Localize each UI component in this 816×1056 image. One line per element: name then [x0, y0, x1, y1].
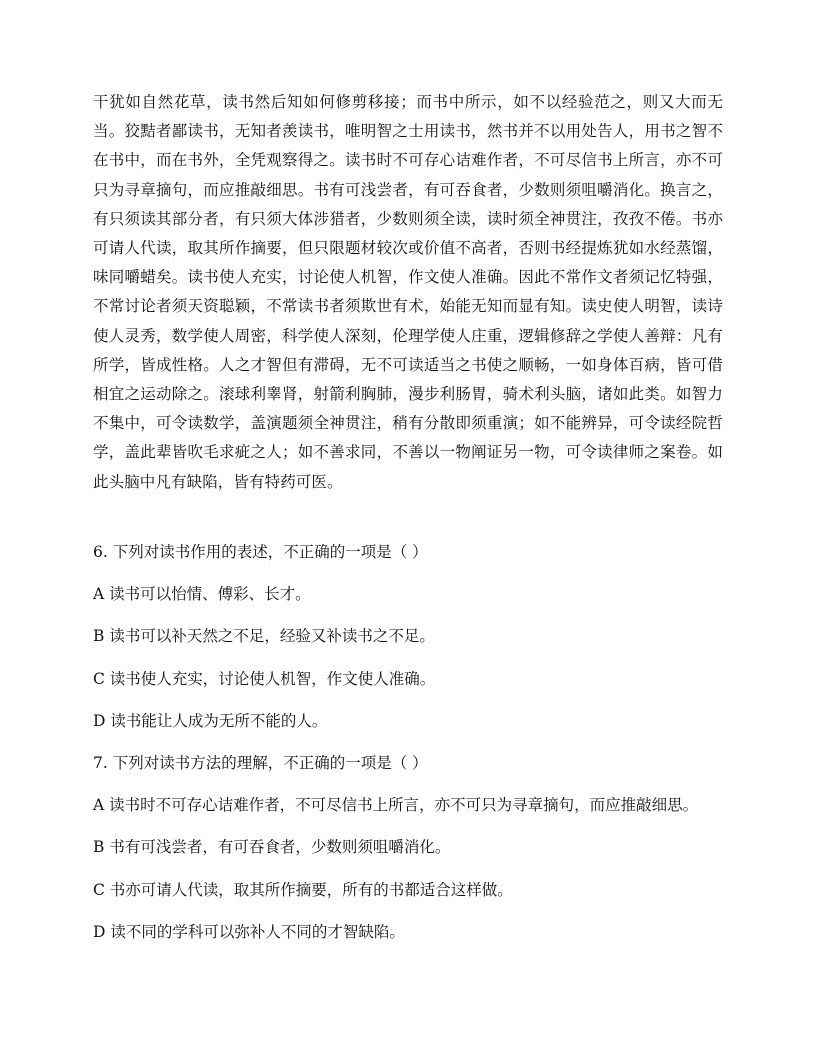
question-6-option-b: B 读书可以补天然之不足，经验又补读书之不足。 — [93, 627, 435, 646]
question-7-option-d: D 读不同的学科可以弥补人不同的才智缺陷。 — [93, 922, 405, 941]
question-6-option-d: D 读书能让人成为无所不能的人。 — [93, 711, 328, 730]
question-6-option-a: A 读书可以怡情、傅彩、长才。 — [93, 585, 311, 604]
question-6-option-c: C 读书使人充实，讨论使人机智，作文使人准确。 — [93, 669, 436, 688]
question-6-stem: 6. 下列对读书作用的表述，不正确的一项是（ ） — [93, 543, 428, 561]
question-7-option-a: A 读书时不可存心诘难作者，不可尽信书上所言，亦不可只为寻章摘句，而应推敲细思。 — [93, 796, 699, 815]
question-7-option-b: B 书有可浅尝者，有可吞食者，少数则须咀嚼消化。 — [93, 838, 451, 857]
question-7-stem: 7. 下列对读书方法的理解，不正确的一项是（ ） — [93, 753, 428, 772]
question-7-option-c: C 书亦可请人代读，取其所作摘要，所有的书都适合这样做。 — [93, 880, 513, 899]
question-list — [93, 541, 733, 963]
reading-passage: 干犹如自然花草，读书然后知如何修剪移接；而书中所示，如不以经验范之，则又大而无当。狡黠者鄙读书，无知者羡读书，唯明智之士用读书，然书并不以用处告人，用书之智不在书中，而在书外，全凭观察得之。读书时不可存心诘难作者，不可尽信书上所言，亦不可只为寻章摘句，而应推敲细思。书有可浅尝者，有可吞食者，少数则须咀嚼消化。换言之，有只须读其部分者，有只须大体涉猎者，少数则须全读，读时须全神贯注，孜孜不倦。书亦可请人代读，取其所作摘要，但只限题材较次或价值不高者，否则书经提炼犹如水经蒸馏，味同嚼蜡矣。读书使人充实，讨论使人机智，作文使人准确。因此不常作文者须记忆特强，不常讨论者须天资聪颖，不常读书者须欺世有术，始能无知而显有知。读史使人明智，读诗使人灵秀，数学使人周密，科学使人深刻，伦理学使人庄重，逻辑修辞之学使人善辩：凡有所学，皆成性格。人之才智但有滞碍，无不可读适当之书使之顺畅，一如身体百病，皆可借相宜之运动除之。滚球利睾肾，射箭利胸肺，漫步利肠胃，骑术利头脑，诸如此类。如智力不集中，可令读数学，盖演题须全神贯注，稍有分散即须重演；如不能辨异，可令读经院哲学，盖此辈皆吹毛求疵之人；如不善求同，不善以一物阐证另一物，可令读律师之案卷。如此头脑中凡有缺陷，皆有特药可医。 — [93, 93, 723, 491]
